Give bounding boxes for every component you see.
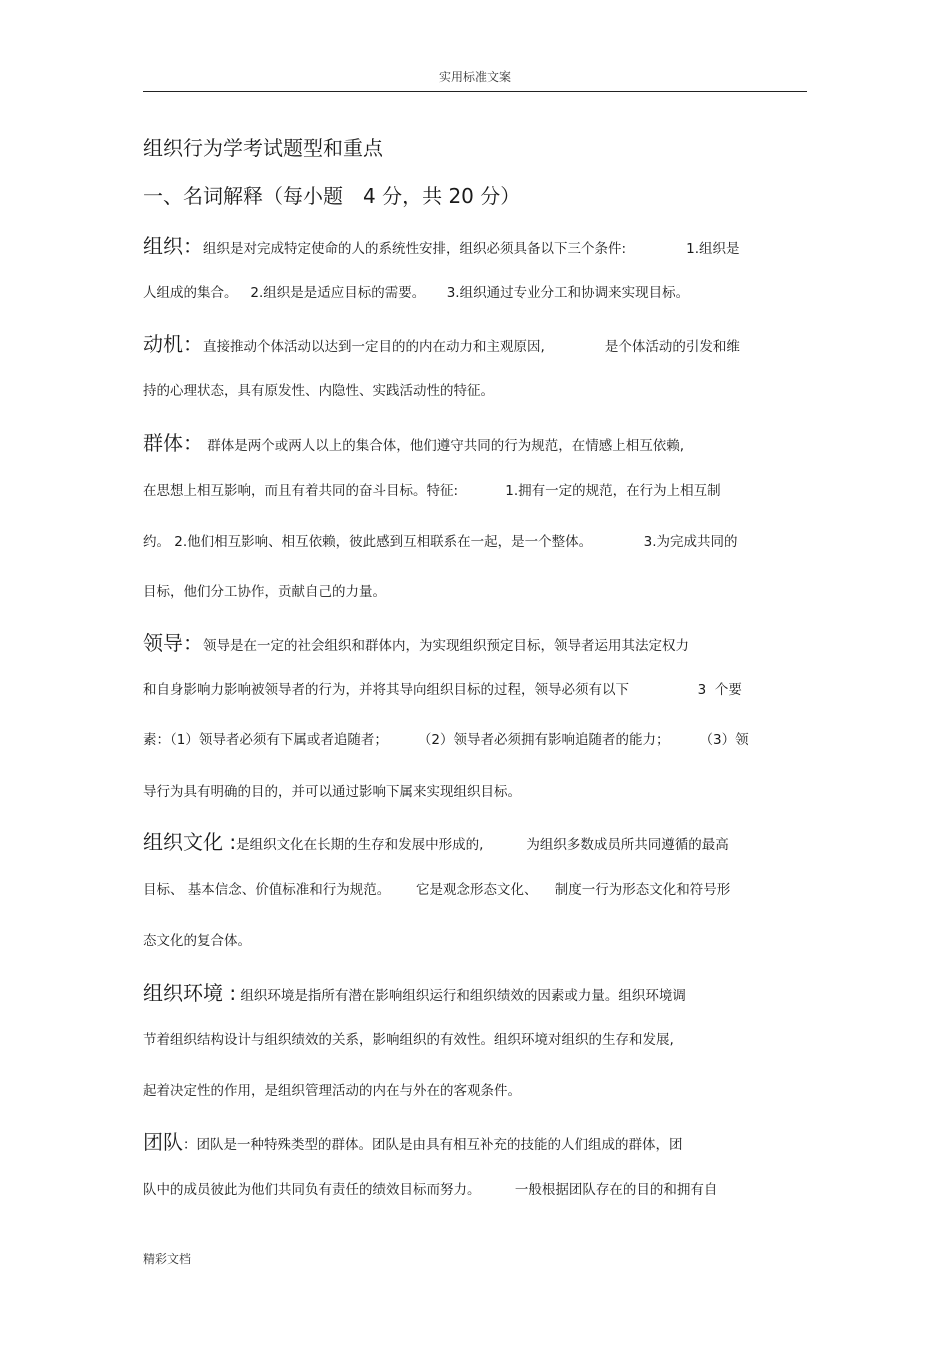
page-footer: 精彩文档 bbox=[143, 1252, 192, 1266]
definition-text: 领导是在一定的社会组织和群体内，为实现组织预定目标，领导者运用其法定权力 bbox=[203, 638, 689, 654]
term-label: 团队 bbox=[143, 1130, 183, 1154]
definition-text: 组织是对完成特定使命的人的系统性安排，组织必须具备以下三个条件: 1.组织是 bbox=[203, 241, 740, 257]
paragraph-line: 导行为具有明确的目的，并可以通过影响下属来实现组织目标。 bbox=[143, 784, 521, 800]
definition-text: ：团队是一种特殊类型的群体。团队是由具有相互补充的技能的人们组成的群体，团 bbox=[183, 1137, 683, 1153]
term-label: 动机： bbox=[143, 332, 203, 356]
document-title: 组织行为学考试题型和重点 bbox=[143, 136, 383, 160]
paragraph-line: 队中的成员彼此为他们共同负有责任的绩效目标而努力。 一般根据团队存在的目的和拥有自 bbox=[143, 1182, 718, 1198]
term-label: 组织文化 : bbox=[143, 830, 237, 854]
paragraph-line: 素：（1）领导者必须有下属或者追随者； （2）领导者必须拥有影响追随者的能力； （3）领 bbox=[143, 732, 749, 748]
paragraph-line: 人组成的集合。 2.组织是是适应目标的需要。 3.组织通过专业分工和协调来实现目标。 bbox=[143, 285, 690, 301]
paragraph-line bbox=[143, 433, 684, 454]
paragraph-line: 目标、 基本信念、价值标准和行为规范。 它是观念形态文化、 制度一行为形态文化和符号形 bbox=[143, 882, 731, 898]
term-label: 组织环境 : bbox=[143, 981, 237, 1005]
term-label: 组织： bbox=[143, 234, 203, 258]
paragraph-line: 约。 2.他们相互影响、相互依赖，彼此感到互相联系在一起，是一个整体。 3.为完成共同的 bbox=[143, 534, 738, 550]
definition-text: 组织环境是指所有潜在影响组织运行和组织绩效的因素或力量。组织环境调 bbox=[236, 988, 686, 1004]
page-header: 实用标准文案 bbox=[438, 70, 511, 84]
paragraph-line: 持的心理状态，具有原发性、内隐性、实践活动性的特征。 bbox=[143, 383, 494, 399]
paragraph-line bbox=[143, 633, 689, 654]
paragraph-line bbox=[143, 1132, 683, 1153]
paragraph-line: 起着决定性的作用，是组织管理活动的内在与外在的客观条件。 bbox=[143, 1083, 521, 1099]
paragraph-line bbox=[143, 334, 740, 355]
paragraph-line bbox=[143, 236, 740, 257]
paragraph-line: 在思想上相互影响，而且有着共同的奋斗目标。特征: 1.拥有一定的规范，在行为上相互制 bbox=[143, 483, 721, 499]
header-divider bbox=[143, 91, 807, 92]
paragraph-line bbox=[143, 832, 729, 853]
term-label: 领导： bbox=[143, 631, 203, 655]
definition-text: 是组织文化在长期的生存和发展中形成的, 为组织多数成员所共同遵循的最高 bbox=[236, 837, 729, 853]
definition-text: 群体是两个或两人以上的集合体，他们遵守共同的行为规范，在情感上相互依赖, bbox=[203, 438, 685, 454]
paragraph-line: 态文化的复合体。 bbox=[143, 933, 251, 949]
paragraph-line: 节着组织结构设计与组织绩效的关系，影响组织的有效性。组织环境对组织的生存和发展, bbox=[143, 1032, 674, 1048]
paragraph-line: 目标，他们分工协作，贡献自己的力量。 bbox=[143, 584, 386, 600]
section-heading: 一、名词解释（每小题 4 分，共 20 分） bbox=[143, 184, 521, 208]
definition-text: 直接推动个体活动以达到一定目的的内在动力和主观原因, 是个体活动的引发和维 bbox=[203, 339, 740, 355]
paragraph-line bbox=[143, 983, 686, 1004]
term-label: 群体： bbox=[143, 431, 203, 455]
paragraph-line: 和自身影响力影响被领导者的行为，并将其导向组织目标的过程，领导必须有以下 3 个要 bbox=[143, 682, 742, 698]
